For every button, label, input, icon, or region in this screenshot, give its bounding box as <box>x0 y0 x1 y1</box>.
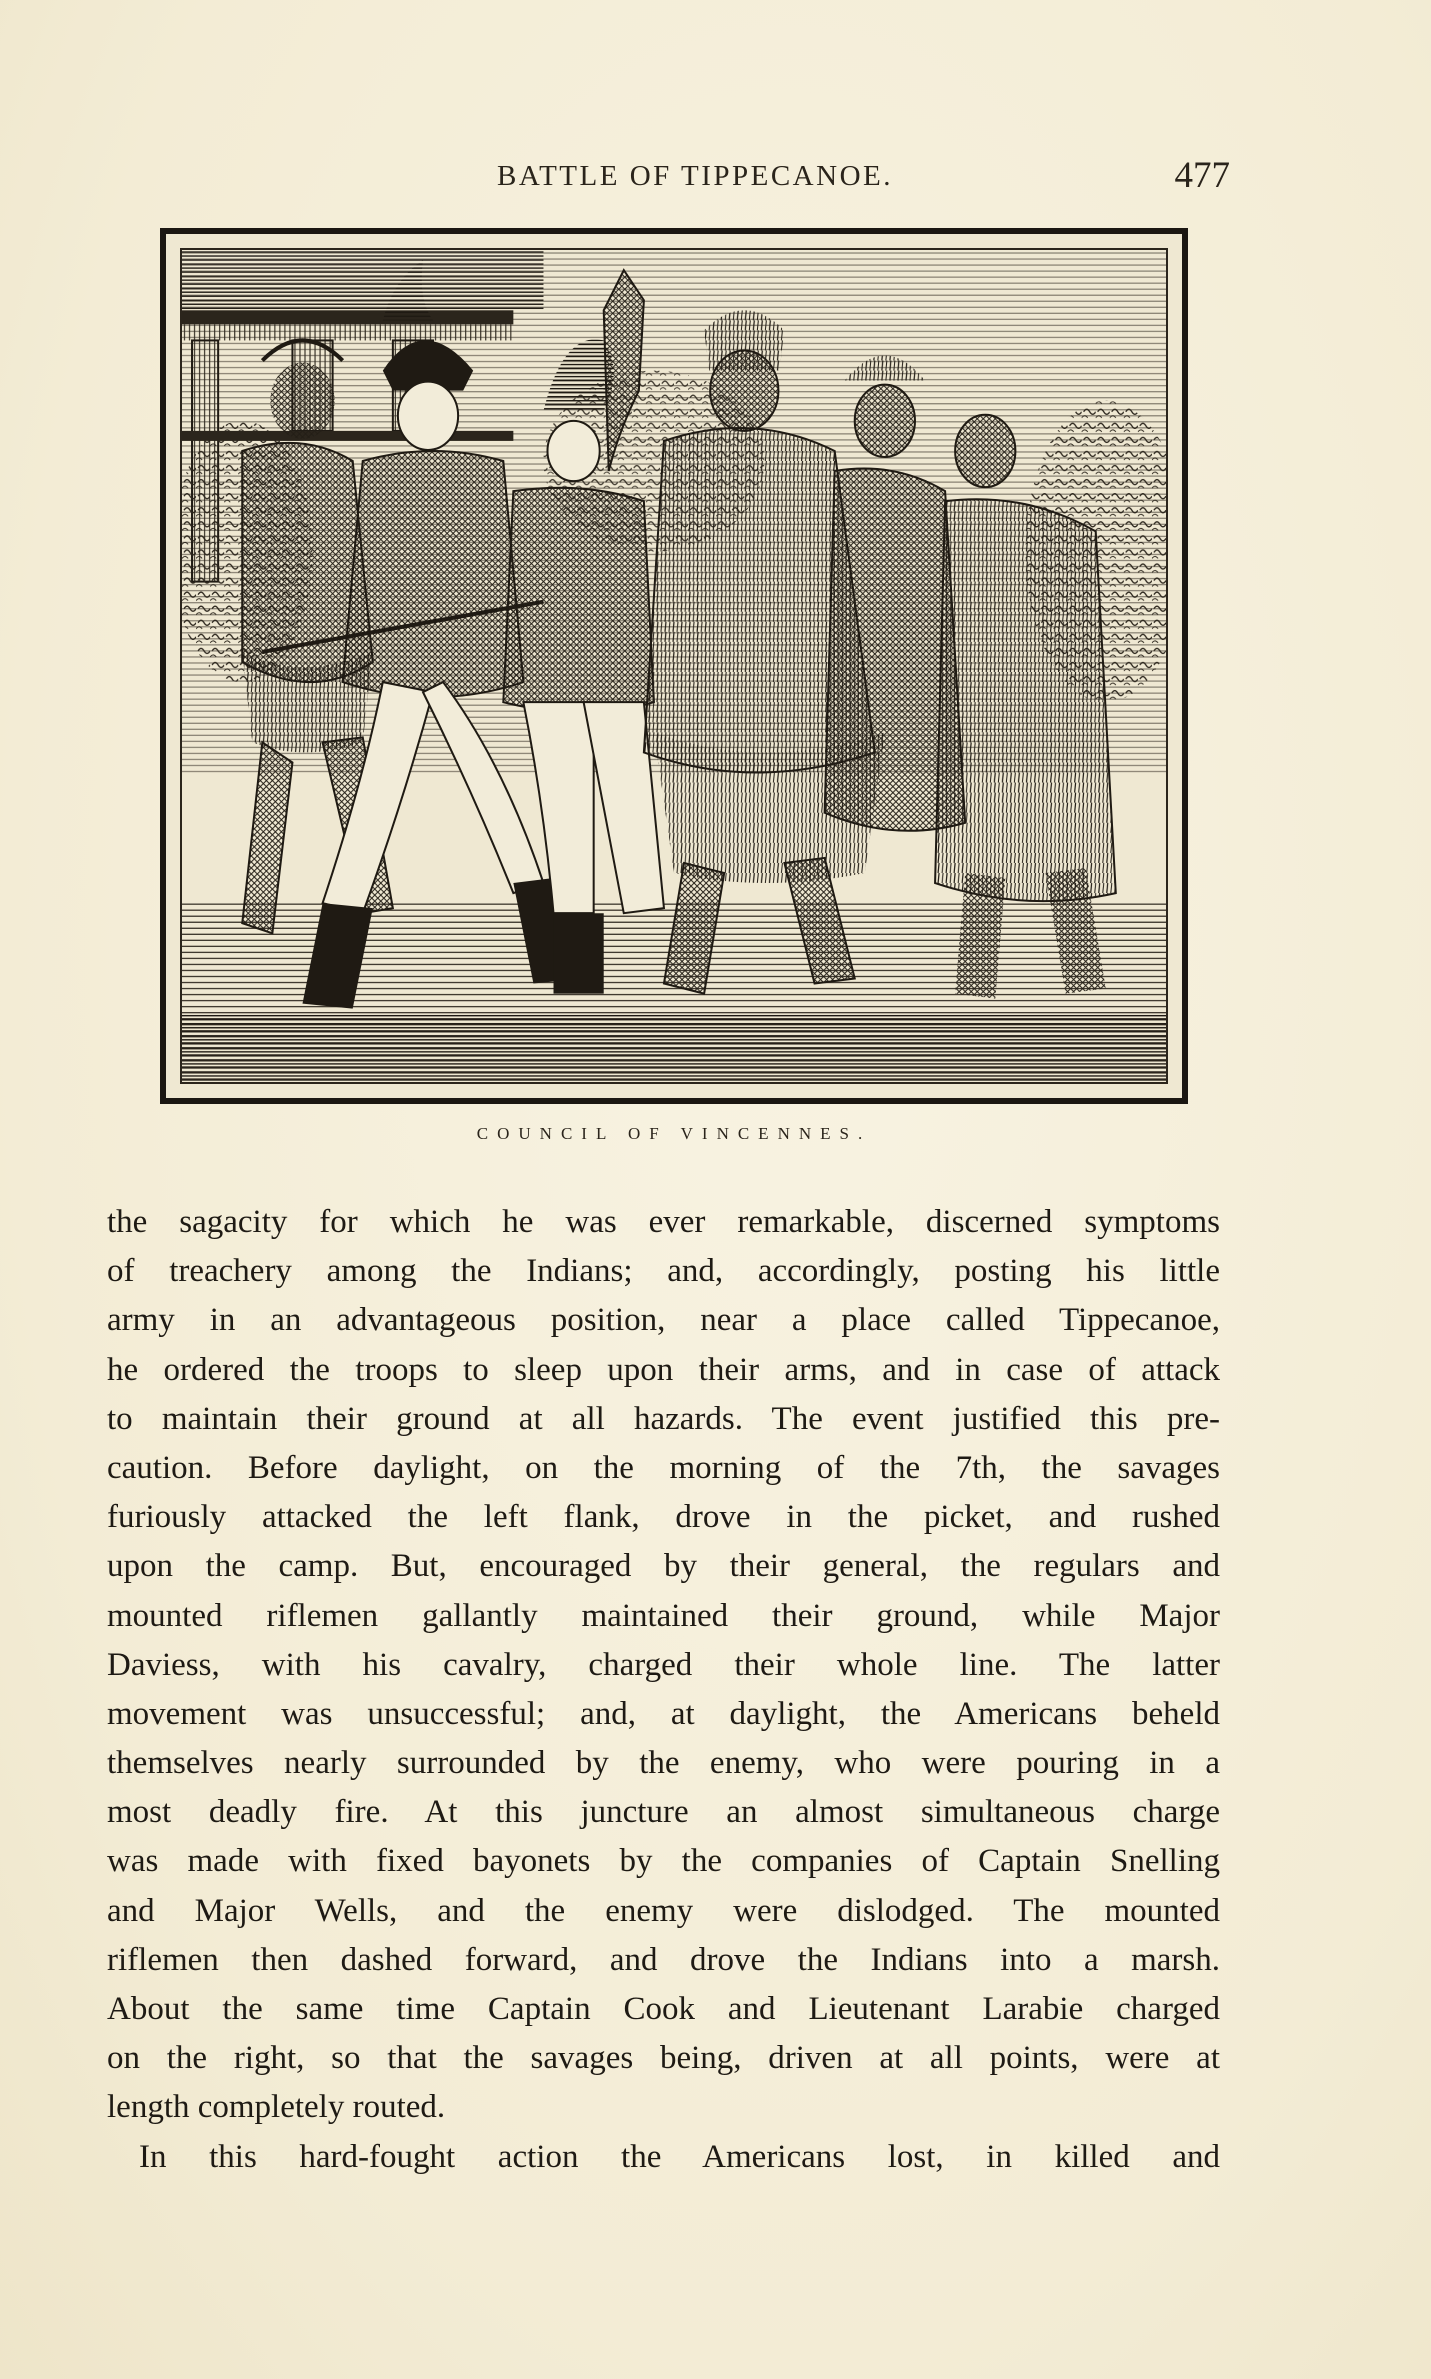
text-line: mounted riflemen gallantly maintained their ground, while Major <box>107 1597 1220 1634</box>
text-line: caution. Before daylight, on the morning of the 7th, the savages <box>107 1449 1220 1486</box>
page-number: 477 <box>1174 155 1230 196</box>
text-line: of treachery among the Indians; and, accordingly, posting his little <box>107 1253 1220 1290</box>
engraving-illustration <box>160 228 1188 1104</box>
text-line: furiously attacked the left flank, drove in the picket, and rushed <box>107 1499 1220 1536</box>
figure-caption: COUNCIL OF VINCENNES. <box>476 1124 872 1143</box>
text-line: on the right, so that the savages being, driven at all points, were at <box>107 2040 1220 2077</box>
text-line: In this hard-fought action the Americans lost, in killed and <box>139 2138 1220 2175</box>
text-line: movement was unsuccessful; and, at daylight, the Americans beheld <box>107 1695 1220 1732</box>
text-line: he ordered the troops to sleep upon their arms, and in case of attack <box>107 1351 1220 1388</box>
text-line: upon the camp. But, encouraged by their general, the regulars and <box>107 1548 1220 1585</box>
text-line: Daviess, with his cavalry, charged their whole line. The latter <box>107 1646 1220 1683</box>
body-text <box>107 1198 1220 2182</box>
text-line: to maintain their ground at all hazards. The event justified this pre- <box>107 1400 1220 1437</box>
text-line: About the same time Captain Cook and Lieutenant Larabie charged <box>107 1991 1220 2027</box>
text-line: the sagacity for which he was ever remarkable, discerned symptoms <box>107 1204 1220 1240</box>
engraving-frame <box>180 248 1168 1084</box>
text-line: and Major Wells, and the enemy were dislodged. The mounted <box>107 1892 1220 1929</box>
running-title: BATTLE OF TIPPECANOE. <box>497 160 893 192</box>
running-head <box>160 150 1230 210</box>
engraving-scene <box>182 250 1166 1082</box>
text-line: most deadly fire. At this juncture an almost simultaneous charge <box>107 1794 1220 1831</box>
text-line: army in an advantageous position, near a place called Tippecanoe, <box>107 1302 1220 1339</box>
text-line: themselves nearly surrounded by the enemy, who were pouring in a <box>107 1745 1220 1782</box>
text-line: riflemen then dashed forward, and drove the Indians into a marsh. <box>107 1941 1220 1978</box>
text-line: length completely routed. <box>107 2089 446 2126</box>
text-line: was made with fixed bayonets by the companies of Captain Snelling <box>107 1843 1220 1880</box>
